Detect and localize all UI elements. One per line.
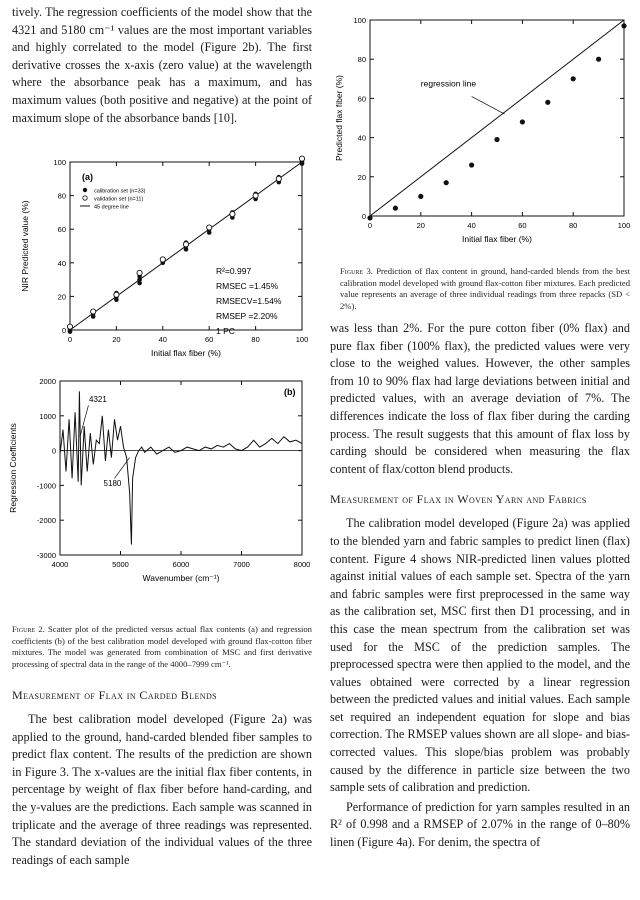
x-tick-label: 5000 (112, 560, 129, 569)
prediction-point (469, 162, 474, 167)
y-tick-label: 0 (51, 446, 56, 456)
left-column (12, 4, 312, 127)
x-tick-label: 40 (158, 335, 167, 344)
prediction-point (494, 137, 499, 142)
legend-line-label: 45 degree line (94, 204, 129, 211)
legend-calibration-label: calibration set (n=33) (94, 188, 146, 195)
regression-coefficient-line (60, 391, 302, 544)
y-tick-label: 1000 (39, 411, 56, 421)
y-axis-label: Predicted flax fiber (%) (334, 75, 344, 161)
prediction-point (571, 76, 576, 81)
x-tick-label: 8000 (293, 560, 311, 569)
y-tick-label: 100 (53, 158, 66, 167)
y-tick-label: 0 (361, 212, 366, 221)
right-column (330, 320, 630, 852)
prediction-point (621, 23, 626, 28)
legend-validation-label: validation set (n=11) (94, 196, 144, 203)
validation-point (114, 292, 119, 297)
prediction-point (418, 194, 423, 199)
x-tick-label: 20 (112, 335, 121, 344)
left-section (12, 688, 312, 869)
y-tick-label: 20 (357, 172, 366, 182)
right-paragraph-1: was less than 2%. For the pure cotton fiber (0% flax) and pure flax fiber (100% flax), the predicted values were very close to the weighed values. However, the other samples from 10 to 90% flax had large deviations between initial and predicted values, with an average deviation of 7%. The differences indicate the loss of flax fiber during the carding process. The result suggests that this amount of flax loss by carding should be considered when measuring the flax content of flax/cotton blend products. (330, 321, 630, 476)
legend-calibration-marker (83, 188, 87, 192)
y-tick-label: 40 (357, 133, 366, 143)
figure-3-caption (340, 266, 630, 312)
stat-label: RMSECV=1.54% (216, 296, 282, 306)
x-tick-label: 0 (367, 221, 373, 230)
figure-3-caption-text: Prediction of flax content in ground, hand-carded blends from the best calibration model developed with ground flax-cotton fiber mixtures. Each predicted value represents an average of three individual readings from three repacks (SD < 2%). (340, 266, 630, 311)
y-tick-label: -1000 (36, 481, 56, 491)
prediction-point (393, 206, 398, 211)
x-tick-label: 80 (251, 335, 260, 344)
y-axis-label: Regression Coefficients (8, 423, 18, 513)
prediction-point (545, 100, 550, 105)
y-tick-label: 40 (57, 258, 66, 268)
y-tick-label: 80 (357, 55, 366, 65)
validation-point (299, 156, 304, 161)
x-tick-label: 6000 (172, 560, 190, 569)
figure-3-caption-label: Figure 3. (340, 266, 373, 276)
stat-label: 1 PC (216, 326, 235, 336)
x-tick-label: 60 (205, 335, 214, 344)
x-tick-label: 4000 (51, 560, 69, 569)
y-tick-label: -2000 (36, 516, 56, 526)
y-axis-label: NIR Predicted value (%) (20, 200, 30, 292)
x-tick-label: 100 (617, 221, 631, 230)
y-tick-label: -3000 (36, 551, 56, 560)
x-tick-label: 80 (569, 221, 578, 230)
right-paragraph-3: Performance of prediction for yarn samples resulted in an R² of 0.998 and a RMSEP of 2.07% in the range of 0–80% linen (Figure 4a). For denim, the spectra of (330, 799, 630, 850)
x-axis-label: Wavenumber (cm⁻¹) (142, 573, 220, 583)
x-axis-label: Initial flax fiber (%) (462, 234, 532, 244)
prediction-point (367, 215, 372, 220)
x-tick-label: 40 (467, 221, 476, 230)
y-tick-label: 0 (61, 326, 66, 335)
figure-2a-chart (12, 152, 312, 374)
annotation-4321: 4321 (89, 394, 107, 404)
validation-point (137, 270, 142, 275)
regression-line-annotation: regression line (420, 78, 477, 89)
x-tick-label: 7000 (233, 560, 250, 569)
regression-line (370, 20, 624, 216)
validation-point (253, 193, 258, 198)
stat-label: RMSEP =2.20% (216, 311, 278, 321)
annotation-5180: 5180 (103, 479, 122, 489)
y-tick-label: 100 (353, 16, 366, 25)
figure-2b-chart (4, 375, 312, 585)
y-tick-label: 60 (57, 225, 66, 235)
stat-label: R²=0.997 (216, 266, 252, 276)
y-tick-label: 2000 (39, 377, 56, 386)
stat-label: RMSEC =1.45% (216, 281, 279, 291)
section-heading-woven: Measurement of Flax in Woven Yarn and Fabrics (330, 492, 587, 507)
prediction-point (596, 57, 601, 62)
prediction-point (520, 119, 525, 124)
validation-point (67, 324, 72, 329)
y-tick-label: 60 (357, 94, 366, 104)
validation-point (230, 211, 235, 216)
validation-point (160, 257, 165, 262)
panel-label-a: (a) (82, 172, 93, 182)
right-paragraph-2: The calibration model developed (Figure 2a) was applied to the blended yarn and fabric samples to predict linen (flax) content. Figure 4 shows NIR-predicted linen values plotted against initial values of each sample set. Spectra of the yarn and fabric samples were first preprocessed in the same way as the calibration set, MSC first then D1 processing, and in this case the mean spectrum from the calibration set was used for the MSC of the prediction samples. The preprocessed spectra were then applied to the model, and the values obtained were corrected by a linear regression between the predicted values and initial values. Each sample set required an independent equation for slope and bias correction. The RMSEP values shown are all slope- and bias-corrected values. This slope/bias problem was probably caused by the difference in particle size between the two sample sets of calibration and prediction. (330, 516, 630, 795)
y-tick-label: 20 (57, 292, 66, 302)
x-axis-label: Initial flax fiber (%) (151, 348, 221, 358)
legend-validation-marker (83, 196, 87, 200)
validation-point (91, 309, 96, 314)
x-tick-label: 0 (67, 335, 73, 344)
validation-point (276, 176, 281, 181)
figure-3-chart (326, 4, 636, 260)
regression-line-leader (472, 96, 505, 114)
panel-label-b: (b) (284, 387, 296, 397)
fig2a-plot-area (20, 156, 308, 358)
figure-2-caption (12, 624, 312, 670)
figure-2-caption-text: Scatter plot of the predicted versus actual flax contents (a) and regression coefficients (b) of the best calibration model developed with ground flax-cotton fiber mixtures. The model was generated from combination of MSC and first derivative processing of spectral data in the range of the 4000–7999 cm⁻¹. (12, 624, 312, 669)
x-tick-label: 100 (295, 335, 309, 344)
carded-paragraph: The best calibration model developed (Figure 2a) was applied to the ground, hand-carded blended fiber samples to predict flax content. The results of the prediction are shown in Figure 3. The x-values are the initial flax fiber contents, in percentage by weight of flax fiber before hand-carding, and the y-values are the predictions. Each sample was scanned in triplicate and the average of three readings was represented. The standard deviation of the individual values of the three readings of each sample (12, 712, 312, 867)
validation-point (207, 225, 212, 230)
y-tick-label: 80 (57, 191, 66, 201)
validation-point (183, 242, 188, 247)
intro-paragraph: tively. The regression coefficients of the model show that the 4321 and 5180 cm⁻¹ values are the most important variables and highly correlated to the model (Figure 2b). The first derivative crosses the x-axis (zero value) at the wavelength where the absorbance peak has a maximum, and has maximum values (both positive and negative) at the point of maximum slope of the absorbance bands [10]. (12, 5, 312, 125)
x-tick-label: 60 (518, 221, 527, 230)
prediction-point (444, 180, 449, 185)
x-tick-label: 20 (416, 221, 425, 230)
figure-2-caption-label: Figure 2. (12, 624, 45, 634)
section-heading-carded: Measurement of Flax in Carded Blends (12, 688, 217, 702)
plot-frame (60, 381, 302, 555)
